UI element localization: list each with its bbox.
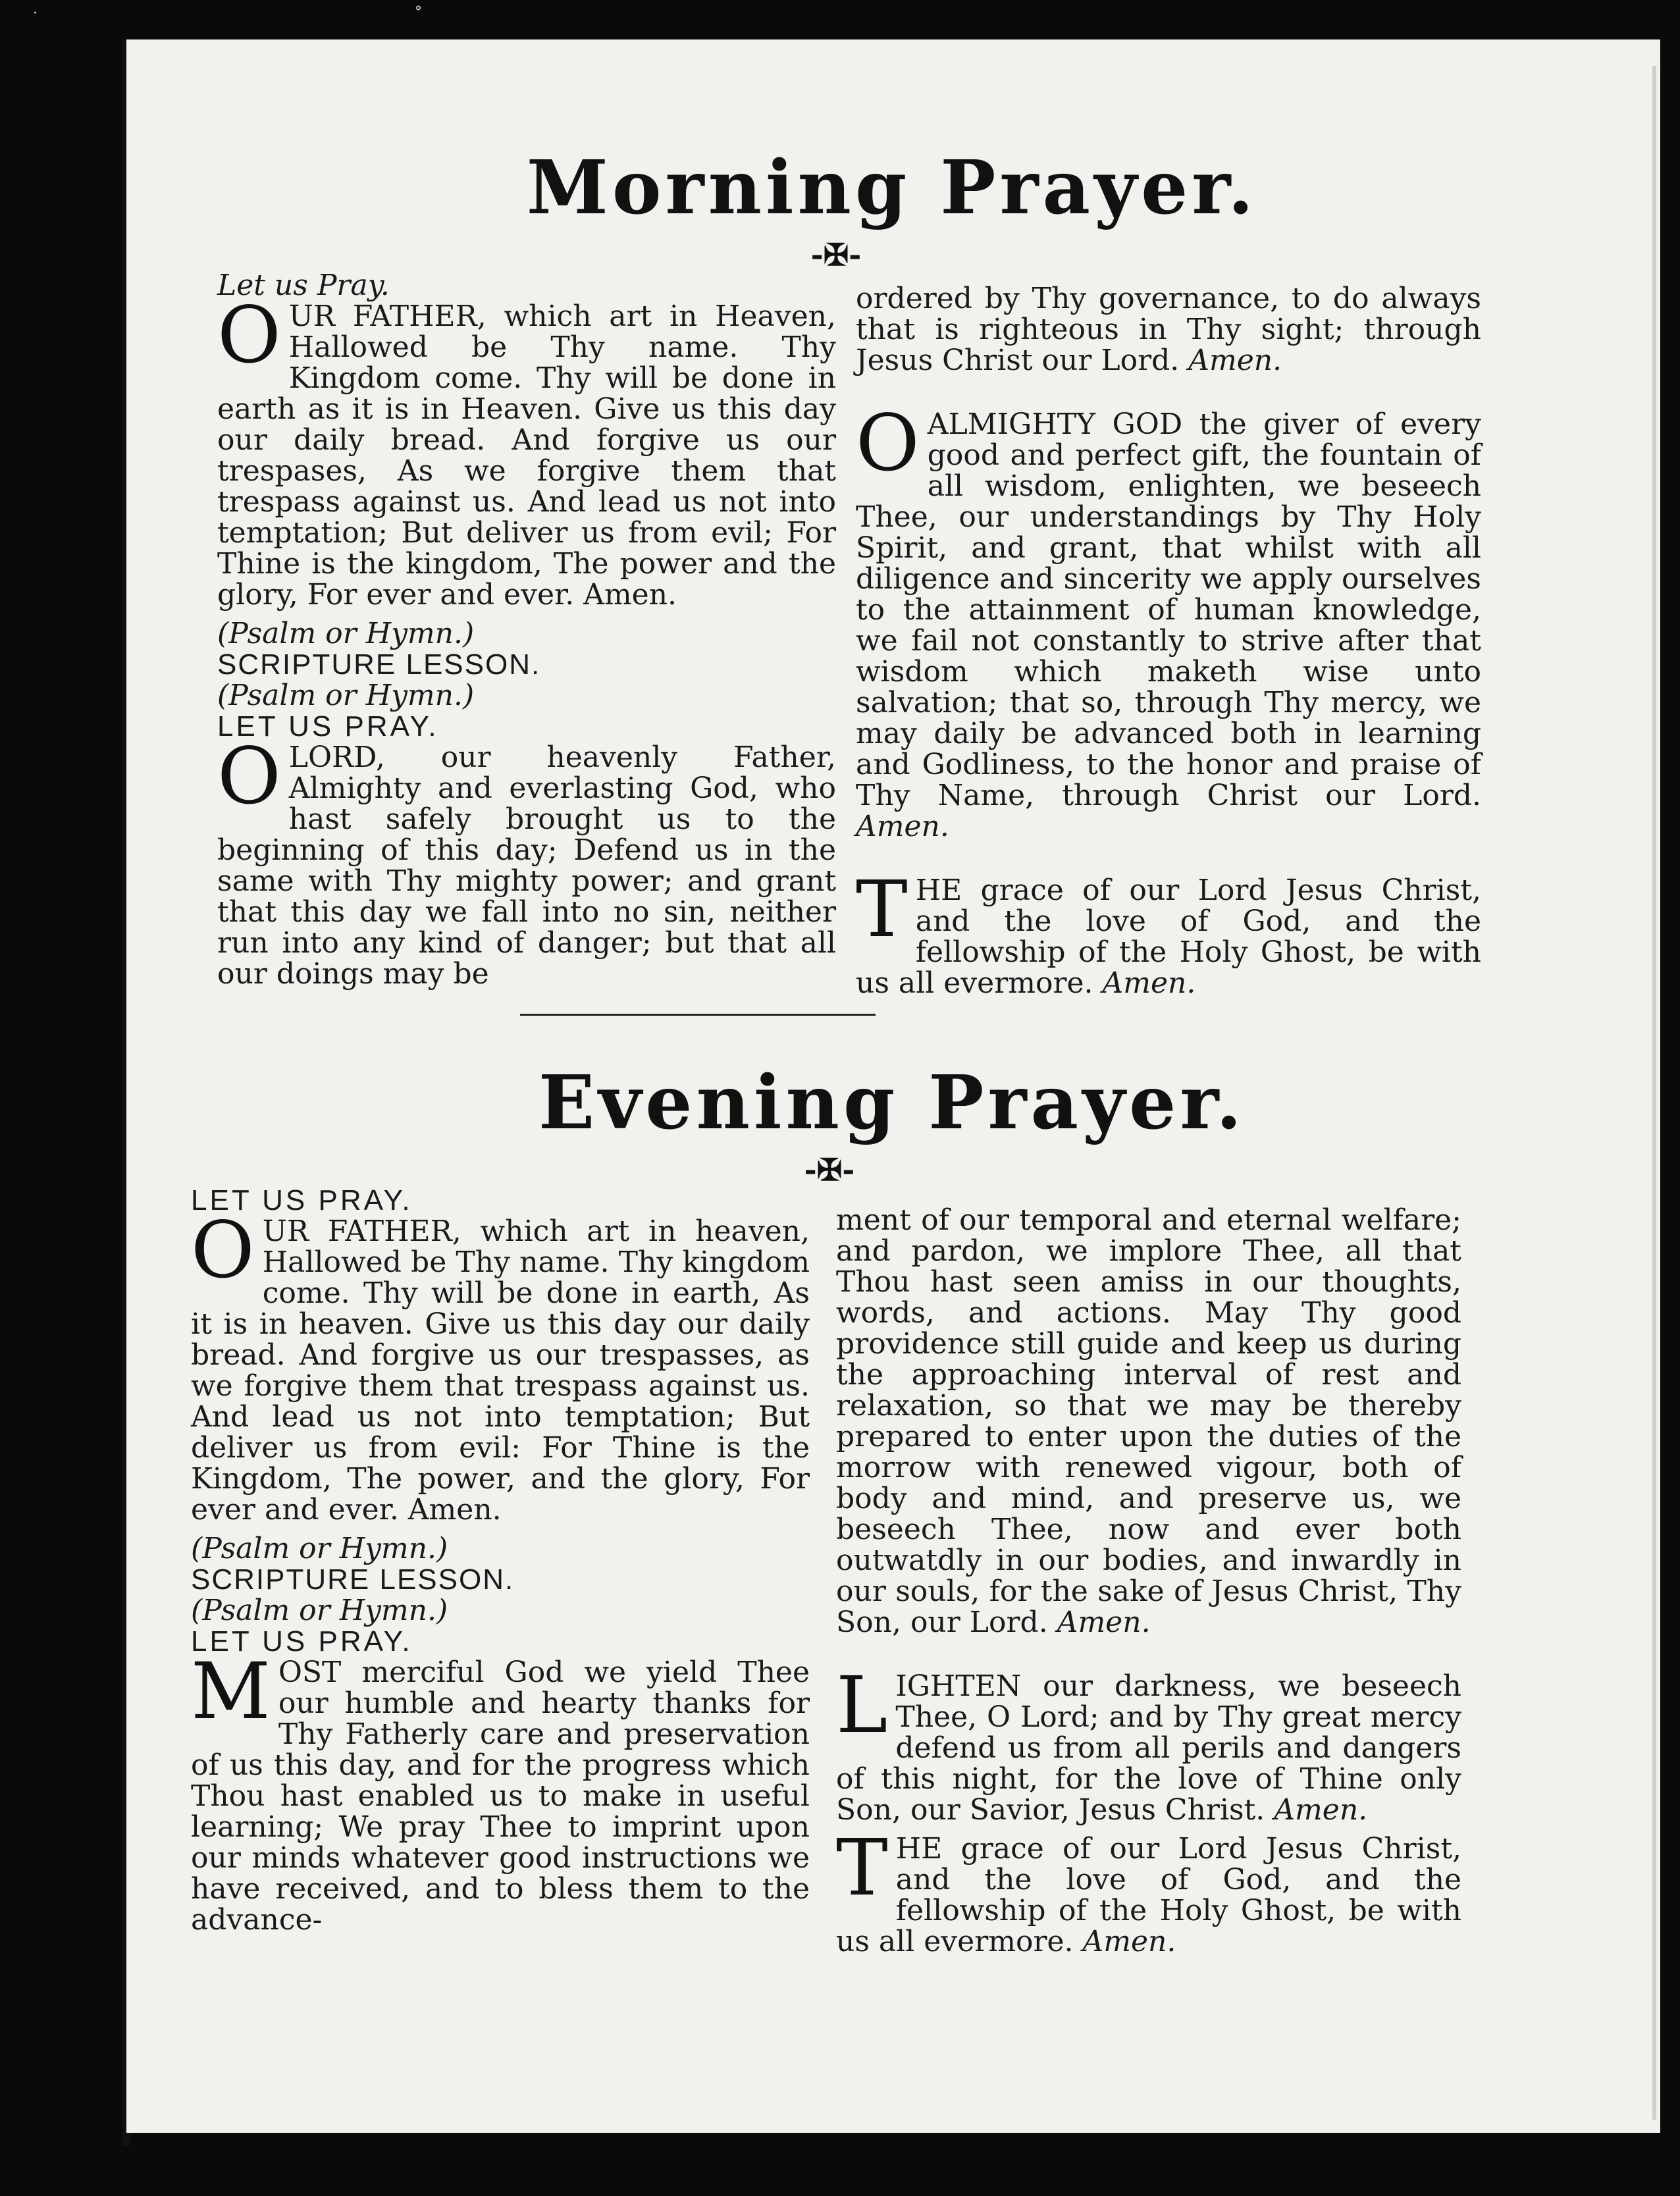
- evening-scripture-lesson: SCRIPTURE LESSON.: [191, 1563, 515, 1596]
- morning-collect-continuation: ordered by Thy governance, to do always that is righteous in Thy sight; through Jesus Christ our Lord. Amen.: [856, 282, 1481, 377]
- evening-let-us-pray-1: LET US PRAY.: [191, 1184, 413, 1216]
- evening-thanksgiving: MOST merciful God we yield Thee our humble and hearty thanks for Thy Fatherly care and preservation of us this day, and for the progress which Thou hast enabled us to make in useful learning; We pray Thee to imprint upon our minds whatever good instructions we have received, and to bless them to the advance-: [191, 1646, 810, 1937]
- morning-prayer-title: Morning Prayer.: [526, 145, 1258, 231]
- evening-lighten-prayer: LIGHTEN our darkness, we beseech Thee, O Lord; and by Thy great mercy defend us from all perils and dangers of this night, for the love of Thine only Son, our Savior, Jesus Christ. Amen.: [836, 1660, 1461, 1827]
- scan-fragment: ·: [33, 5, 38, 22]
- evening-thanksgiving-continuation: ment of our temporal and eternal welfare; and pardon, we implore Thee, all that Thou hast seen amiss in our thoughts, words, and actions. May Thy good providence still guide and keep us during the approaching interval of rest and relaxation, so that we may be thereby prepared to enter upon the duties of the morrow with renewed vigour, both of body and mind, and preserve us, we beseech Thee, now and ever both outwatdly in our bodies, and inwardly in our souls, for the sake of Jesus Christ, Thy Son, our Lord. Amen.: [836, 1203, 1461, 1639]
- drop-cap: T: [856, 864, 908, 954]
- morning-almighty-prayer: OALMIGHTY GOD the giver of every good and perfect gift, the fountain of all wisdom, enlighten, we beseech Thee, our understandings by Thy Holy Spirit, and grant, that whilst with all diligence and sincerity we apply ourselves to the attainment of human knowledge, we fail not constantly to strive after that wisdom which maketh wise unto salvation; that so, through Thy mercy, we may daily be advanced both in learning and Godliness, to the honor and praise of Thy Name, through Christ our Lord. Amen.: [856, 398, 1481, 843]
- drop-cap: O: [217, 731, 281, 822]
- evening-rubric-2: (Psalm or Hymn.): [191, 1594, 448, 1627]
- morning-intro: Let us Pray.: [217, 269, 390, 302]
- evening-right-column: [836, 1205, 1461, 1957]
- morning-lords-prayer: OUR FATHER, which art in Heaven, Hallowed be Thy name. Thy Kingdom come. Thy will be done in earth as it is in Heaven. Give us this day our daily bread. And forgive us our trespases, As we forgive them that trespass against us. And lead us not into temptation; But deliver us from evil; For Thine is the kingdom, The power and the glory, For ever and ever. Amen.: [217, 290, 836, 612]
- evening-left-column: [191, 1185, 810, 1935]
- morning-cross-ornament: -✠-: [810, 237, 862, 273]
- scan-fragment: °: [415, 4, 422, 20]
- evening-rubric-1: (Psalm or Hymn.): [191, 1532, 448, 1565]
- morning-right-column: [856, 283, 1481, 999]
- drop-cap: T: [836, 1822, 888, 1913]
- evening-let-us-pray-2: LET US PRAY.: [191, 1625, 413, 1658]
- drop-cap: L: [836, 1660, 888, 1750]
- evening-cross-ornament: -✠-: [804, 1152, 855, 1188]
- drop-cap: O: [856, 398, 920, 488]
- morning-rubric-2: (Psalm or Hymn.): [217, 679, 475, 712]
- section-divider: [520, 1014, 876, 1016]
- morning-scripture-lesson: SCRIPTURE LESSON.: [217, 648, 541, 681]
- morning-collect: OLORD, our heavenly Father, Almighty and everlasting God, who hast safely brought us to the beginning of this day; Defend us in the same with Thy mighty power; and grant that this day we fall into no sin, neither run into any kind of danger; but that all our doings may be: [217, 731, 836, 991]
- drop-cap: O: [217, 290, 281, 380]
- morning-rubric-1: (Psalm or Hymn.): [217, 617, 475, 650]
- morning-let-us-pray: LET US PRAY.: [217, 710, 439, 743]
- evening-grace: THE grace of our Lord Jesus Christ, and the love of God, and the fellowship of the Holy Ghost, be with us all evermore. Amen.: [836, 1822, 1461, 1958]
- evening-lords-prayer: OUR FATHER, which art in heaven, Hallowed be Thy name. Thy kingdom come. Thy will be done in earth, As it is in heaven. Give us this day our daily bread. And forgive us our trespasses, as we forgive them that trespass against us. And lead us not into temptation; But deliver us from evil: For Thine is the Kingdom, The power, and the glory, For ever and ever. Amen.: [191, 1205, 810, 1527]
- morning-left-column: [217, 270, 836, 989]
- drop-cap: O: [191, 1205, 255, 1295]
- drop-cap: M: [191, 1646, 271, 1737]
- morning-grace: THE grace of our Lord Jesus Christ, and the love of God, and the fellowship of the Holy Ghost, be with us all evermore. Amen.: [856, 864, 1481, 1000]
- evening-prayer-title: Evening Prayer.: [538, 1060, 1246, 1146]
